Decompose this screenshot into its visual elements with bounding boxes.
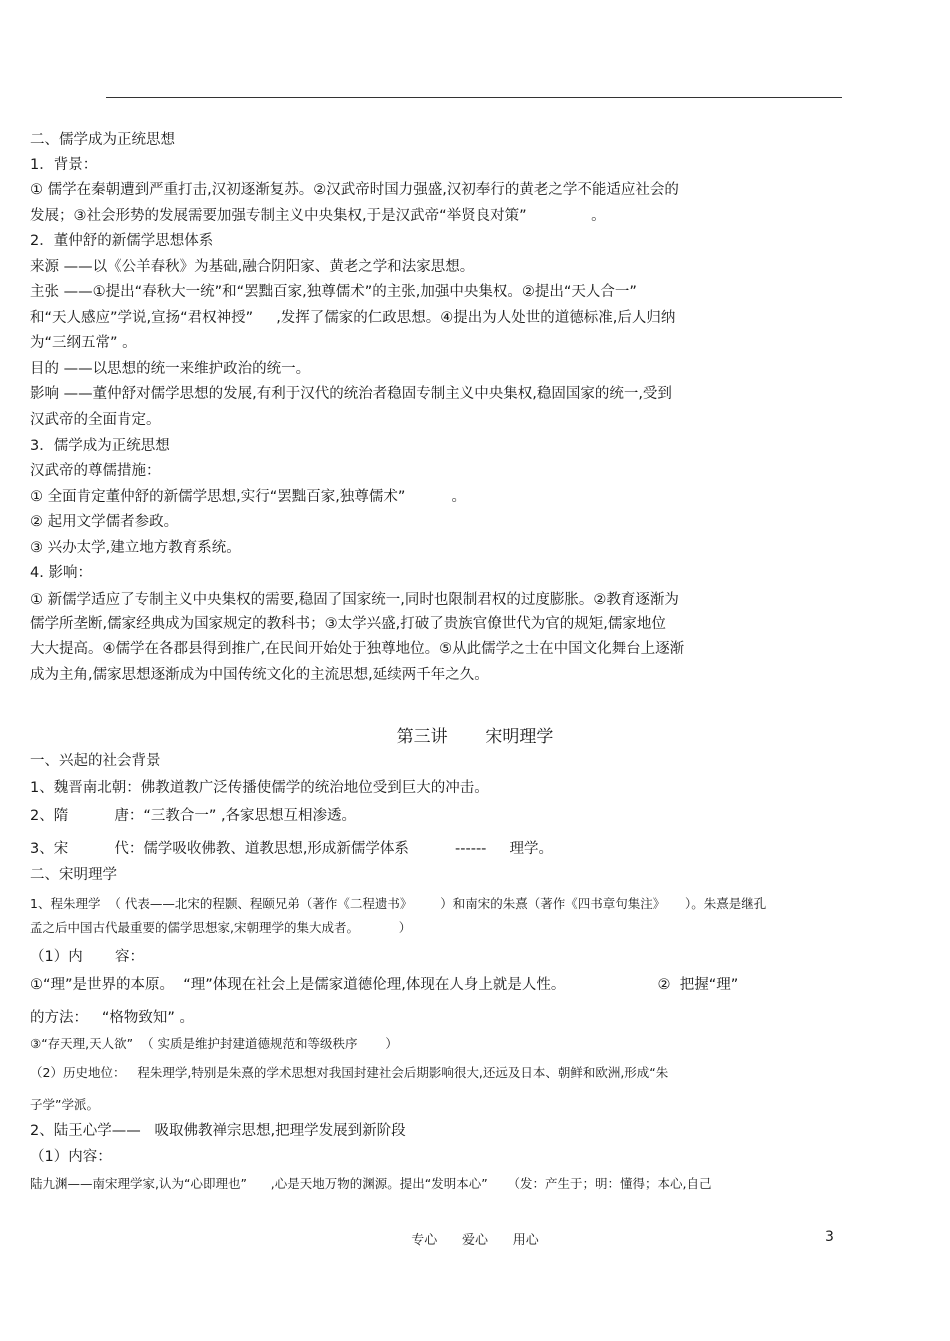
header-rule xyxy=(106,97,842,98)
text-line-content: ① 全面肯定董仲舒的新儒学思想,实行“罢黜百家,独尊儒术” 。 xyxy=(30,489,466,505)
text-line xyxy=(30,639,684,659)
text-line-content: ③ 兴办太学,建立地方教育系统。 xyxy=(30,540,241,556)
text-line xyxy=(30,865,117,885)
text-line-content: 4. 影响： xyxy=(30,565,92,581)
text-line xyxy=(30,436,170,456)
text-line-content: （1）内 容： xyxy=(30,949,144,965)
text-line xyxy=(30,487,466,507)
text-line xyxy=(30,257,474,277)
text-line-content: 二、儒学成为正统思想 xyxy=(30,132,175,148)
text-line xyxy=(30,410,161,430)
text-line xyxy=(30,461,161,481)
text-line-content: 孟之后中国古代最重要的儒学思想家,宋朝理学的集大成者。 ） xyxy=(30,920,412,935)
text-line-content: 的方法： “格物致知” 。 xyxy=(30,1010,194,1026)
text-line-content: 1．背景： xyxy=(30,157,98,173)
text-line-content: 儒学所垄断,儒家经典成为国家规定的教科书；③太学兴盛,打破了贵族官僚世代为官的规矩,儒家地位 xyxy=(30,616,666,632)
text-line xyxy=(30,614,666,634)
text-line xyxy=(30,384,672,404)
text-line xyxy=(30,206,606,226)
text-line xyxy=(30,894,766,914)
text-line xyxy=(30,778,489,798)
text-line xyxy=(30,282,637,302)
text-line xyxy=(30,1147,112,1167)
text-line-content: 主张 ——①提出“春秋大一统”和“罢黜百家,独尊儒术”的主张,加强中央集权。②提出“天人合一” xyxy=(30,284,637,300)
text-line-content: 为“三纲五常” 。 xyxy=(30,335,137,351)
text-line-content: 影响 ——董仲舒对儒学思想的发展,有利于汉代的统治者稳固专制主义中央集权,稳固国家的统一,受到 xyxy=(30,386,672,402)
text-line xyxy=(30,130,175,150)
text-line-content: 和“天人感应”学说,宣扬“君权神授” ,发挥了儒家的仁政思想。④提出为人处世的道德标准,后人归纳 xyxy=(30,310,676,326)
text-line xyxy=(30,180,679,200)
text-line-content: （1）内容： xyxy=(30,1149,112,1165)
text-line-content: （2）历史地位： 程朱理学,特别是朱熹的学术思想对我国封建社会后期影响很大,还远及日本、朝鲜和欧洲,形成“朱 xyxy=(30,1065,669,1080)
text-line xyxy=(30,308,675,328)
text-line xyxy=(30,333,137,353)
text-line-content: 2、陆王心学—— 吸取佛教禅宗思想,把理学发展到新阶段 xyxy=(30,1123,406,1139)
text-line xyxy=(30,806,356,826)
text-line xyxy=(30,751,161,771)
page-number: 3 xyxy=(825,1229,834,1245)
text-line-content: 二、宋明理学 xyxy=(30,867,117,883)
text-line-content: ①“理”是世界的本原。 “理”体现在社会上是儒家道德伦理,体现在人身上就是人性。 ② 把握“理” xyxy=(30,977,739,993)
text-line-content: 1、魏晋南北朝：佛教道教广泛传播使儒学的统治地位受到巨大的冲击。 xyxy=(30,780,489,796)
footer-motto: 专心 爱心 用心 xyxy=(411,1233,539,1248)
text-line-content: 3、宋 代：儒学吸收佛教、道教思想,形成新儒学体系 ------ 理学。 xyxy=(30,841,553,857)
text-line xyxy=(30,1174,712,1194)
text-line-content: ① 儒学在秦朝遭到严重打击,汉初逐渐复苏。②汉武帝时国力强盛,汉初奉行的黄老之学不能适应社会的 xyxy=(30,182,679,198)
text-line-content: 成为主角,儒家思想逐渐成为中国传统文化的主流思想,延续两千年之久。 xyxy=(30,667,489,683)
text-line xyxy=(30,947,144,967)
text-line-content: 来源 ——以《公羊春秋》为基础,融合阴阳家、黄老之学和法家思想。 xyxy=(30,259,475,275)
text-line-content: 2．董仲舒的新儒学思想体系 xyxy=(30,233,214,249)
text-line-content: 一、兴起的社会背景 xyxy=(30,753,161,769)
text-line xyxy=(30,1034,398,1054)
text-line-content: ③“存天理,天人欲” （ 实质是维护封建道德规范和等级秩序 ） xyxy=(30,1036,398,1051)
text-line xyxy=(30,563,92,583)
text-line-content: 2、隋 唐：“三教合一” ,各家思想互相渗透。 xyxy=(30,808,357,824)
text-line xyxy=(30,231,213,251)
text-line-content: 3．儒学成为正统思想 xyxy=(30,438,170,454)
text-line-content: ② 起用文学儒者参政。 xyxy=(30,514,179,530)
text-line-content: 大大提高。④儒学在各郡县得到推广,在民间开始处于独尊地位。⑤从此儒学之士在中国文化舞台上逐渐 xyxy=(30,641,685,657)
text-line-content: 目的 ——以思想的统一来维护政治的统一。 xyxy=(30,361,311,377)
text-line xyxy=(30,1063,668,1083)
text-line xyxy=(30,665,489,685)
text-line xyxy=(30,1095,99,1115)
text-line xyxy=(30,1121,406,1141)
text-line xyxy=(30,538,241,558)
text-line-content: 1、程朱理学 （ 代表——北宋的程颢、程颐兄弟（著作《二程遗书》 ）和南宋的朱熹（著作《四书章句集注》 ）。朱熹是继孔 xyxy=(30,896,767,911)
text-line-content: 汉武帝的全面肯定。 xyxy=(30,412,161,428)
text-line xyxy=(30,590,679,610)
section-title: 第三讲 宋明理学 xyxy=(396,727,554,747)
text-line xyxy=(30,1008,194,1028)
text-line-content: 汉武帝的尊儒措施： xyxy=(30,463,161,479)
text-line-content: ① 新儒学适应了专制主义中央集权的需要,稳固了国家统一,同时也限制君权的过度膨胀。②教育逐渐为 xyxy=(30,592,679,608)
text-line xyxy=(30,512,178,532)
text-line xyxy=(30,155,97,175)
text-line xyxy=(30,839,553,859)
text-line-content: 发展；③社会形势的发展需要加强专制主义中央集权,于是汉武帝“举贤良对策” 。 xyxy=(30,208,606,224)
text-line-content: 陆九渊——南宋理学家,认为“心即理也” ,心是天地万物的渊源。提出“发明本心” （发：产生于；明：懂得；本心,自己 xyxy=(30,1176,712,1191)
text-line xyxy=(30,975,738,995)
text-line xyxy=(30,359,310,379)
text-line xyxy=(30,918,411,938)
text-line-content: 子学”学派。 xyxy=(30,1097,99,1112)
